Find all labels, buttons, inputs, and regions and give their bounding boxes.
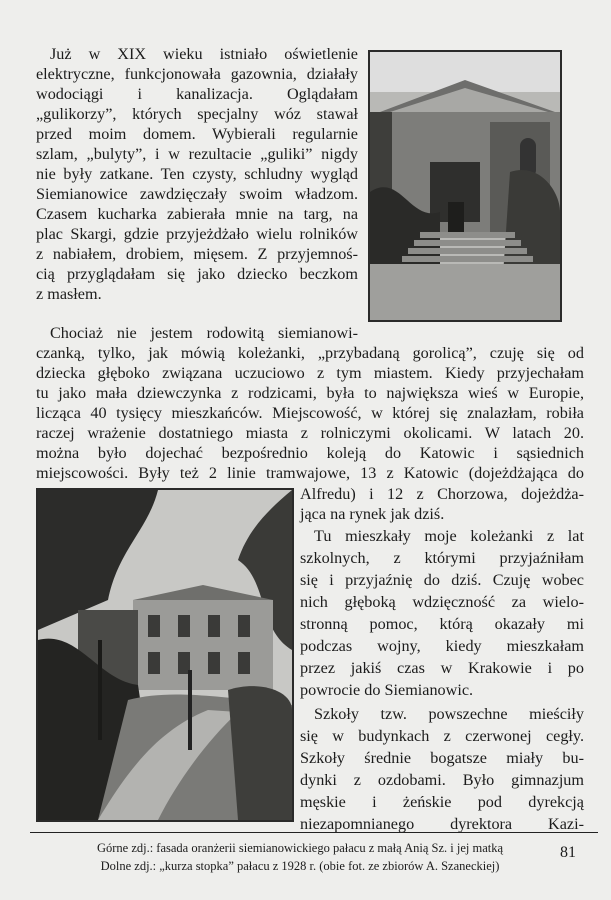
text-line: Szkoły tzw. powszechne mieściły xyxy=(314,705,584,723)
text-line: się i przyjaźnię do dziś. Czuję wobec xyxy=(300,571,584,589)
text-line: stronną pomoc, którą okazały mi xyxy=(300,615,584,633)
text-line: Już w XIX wieku istniało oświetlenie xyxy=(50,45,358,63)
text-line: licząca 40 tysięcy mieszkańców. Miejscowość, w której się znalazłam, robiła xyxy=(36,404,584,422)
text-line: powrocie do Siemianowic. xyxy=(300,681,474,699)
text-line: „gulikorzy”, których specjalny wóz stawał xyxy=(36,105,358,123)
page-number: 81 xyxy=(560,844,576,861)
text-line: nich głęboką wdzięczność za wielo- xyxy=(300,593,584,611)
text-line: jąca na rynek jak dziś. xyxy=(300,505,445,523)
text-line: podczas wojny, kiedy mieszkałam xyxy=(300,637,584,655)
text-line: z masłem. xyxy=(36,285,102,303)
text-line: szlam, „bulyty”, i w rezultacie „guliki” nigdy xyxy=(36,145,358,163)
text-line: Alfredu) i 12 z Chorzowa, dojeżdża- xyxy=(300,485,584,503)
text-line: przed moim domem. Wybierali regularnie xyxy=(36,125,358,143)
text-line: Czasem kucharka zabierała mnie na targ, na xyxy=(36,205,358,223)
text-line: plac Skargi, gdzie przyjeżdżało wielu rolników xyxy=(36,225,358,243)
text-line: przez jakiś czas w Krakowie i po xyxy=(300,659,584,677)
text-line: z nabiałem, drobiem, mięsem. Z przyjemnoś- xyxy=(36,245,358,263)
text-line: Chociaż nie jestem rodowitą siemianowi- xyxy=(50,324,358,342)
text-line: nie były zatkane. Ten czysty, schludny wygląd xyxy=(36,165,358,183)
footer-divider xyxy=(30,832,598,833)
orangery-facade-photo xyxy=(368,50,562,322)
text-line: szkolnych, z którymi przyjaźniłam xyxy=(300,549,584,567)
text-line: Tu mieszkały moje koleżanki z lat xyxy=(314,527,584,545)
text-line: można było dojechać bezpośrednio koleją do Katowic i sąsiednich xyxy=(36,444,584,462)
text-line: wodociągi i kanalizacja. Oglądałam xyxy=(36,85,358,103)
text-line: tu jako mała dziewczynka z rodzicami, była to największa wieś w Europie, xyxy=(36,384,584,402)
palace-photo xyxy=(36,488,294,822)
text-line: niezapomnianego dyrektora Kazi- xyxy=(300,815,584,833)
text-line: czanką, tylko, jak mówią koleżanki, „przybadaną gorolicą”, czuję się od xyxy=(36,344,584,362)
text-line: Szkoły średnie bogatsze miały bu- xyxy=(300,749,584,767)
photo-caption: Górne zdj.: fasada oranżerii siemianowickiego pałacu z małą Anią Sz. i jej matką xyxy=(96,841,504,855)
text-line: Siemianowice zawdzięczały swoim władzom. xyxy=(36,185,358,203)
text-line: się w budynkach z czerwonej cegły. xyxy=(300,727,584,745)
photo-caption: Dolne zdj.: „kurza stopka” pałacu z 1928 r. (obie fot. ze zbiorów A. Szaneckiej) xyxy=(100,859,500,873)
text-line: cią przyglądałam się jako dziecko beczkom xyxy=(36,265,358,283)
text-line: męskie i żeńskie pod dyrekcją xyxy=(300,793,584,811)
text-line: elektryczne, funkcjonowała gazownia, działały xyxy=(36,65,358,83)
text-line: dynki z ozdobami. Było gimnazjum xyxy=(300,771,584,789)
text-line: raczej wrażenie dostatniego miasta z rolniczymi okolicami. W latach 20. xyxy=(36,424,584,442)
text-line: miejscowości. Były też 2 linie tramwajowe, 13 z Katowic (dojeżdżająca do xyxy=(36,464,584,482)
text-line: dziecka głęboko związana uczuciowo z tym miastem. Kiedy przyjechałam xyxy=(36,364,584,382)
